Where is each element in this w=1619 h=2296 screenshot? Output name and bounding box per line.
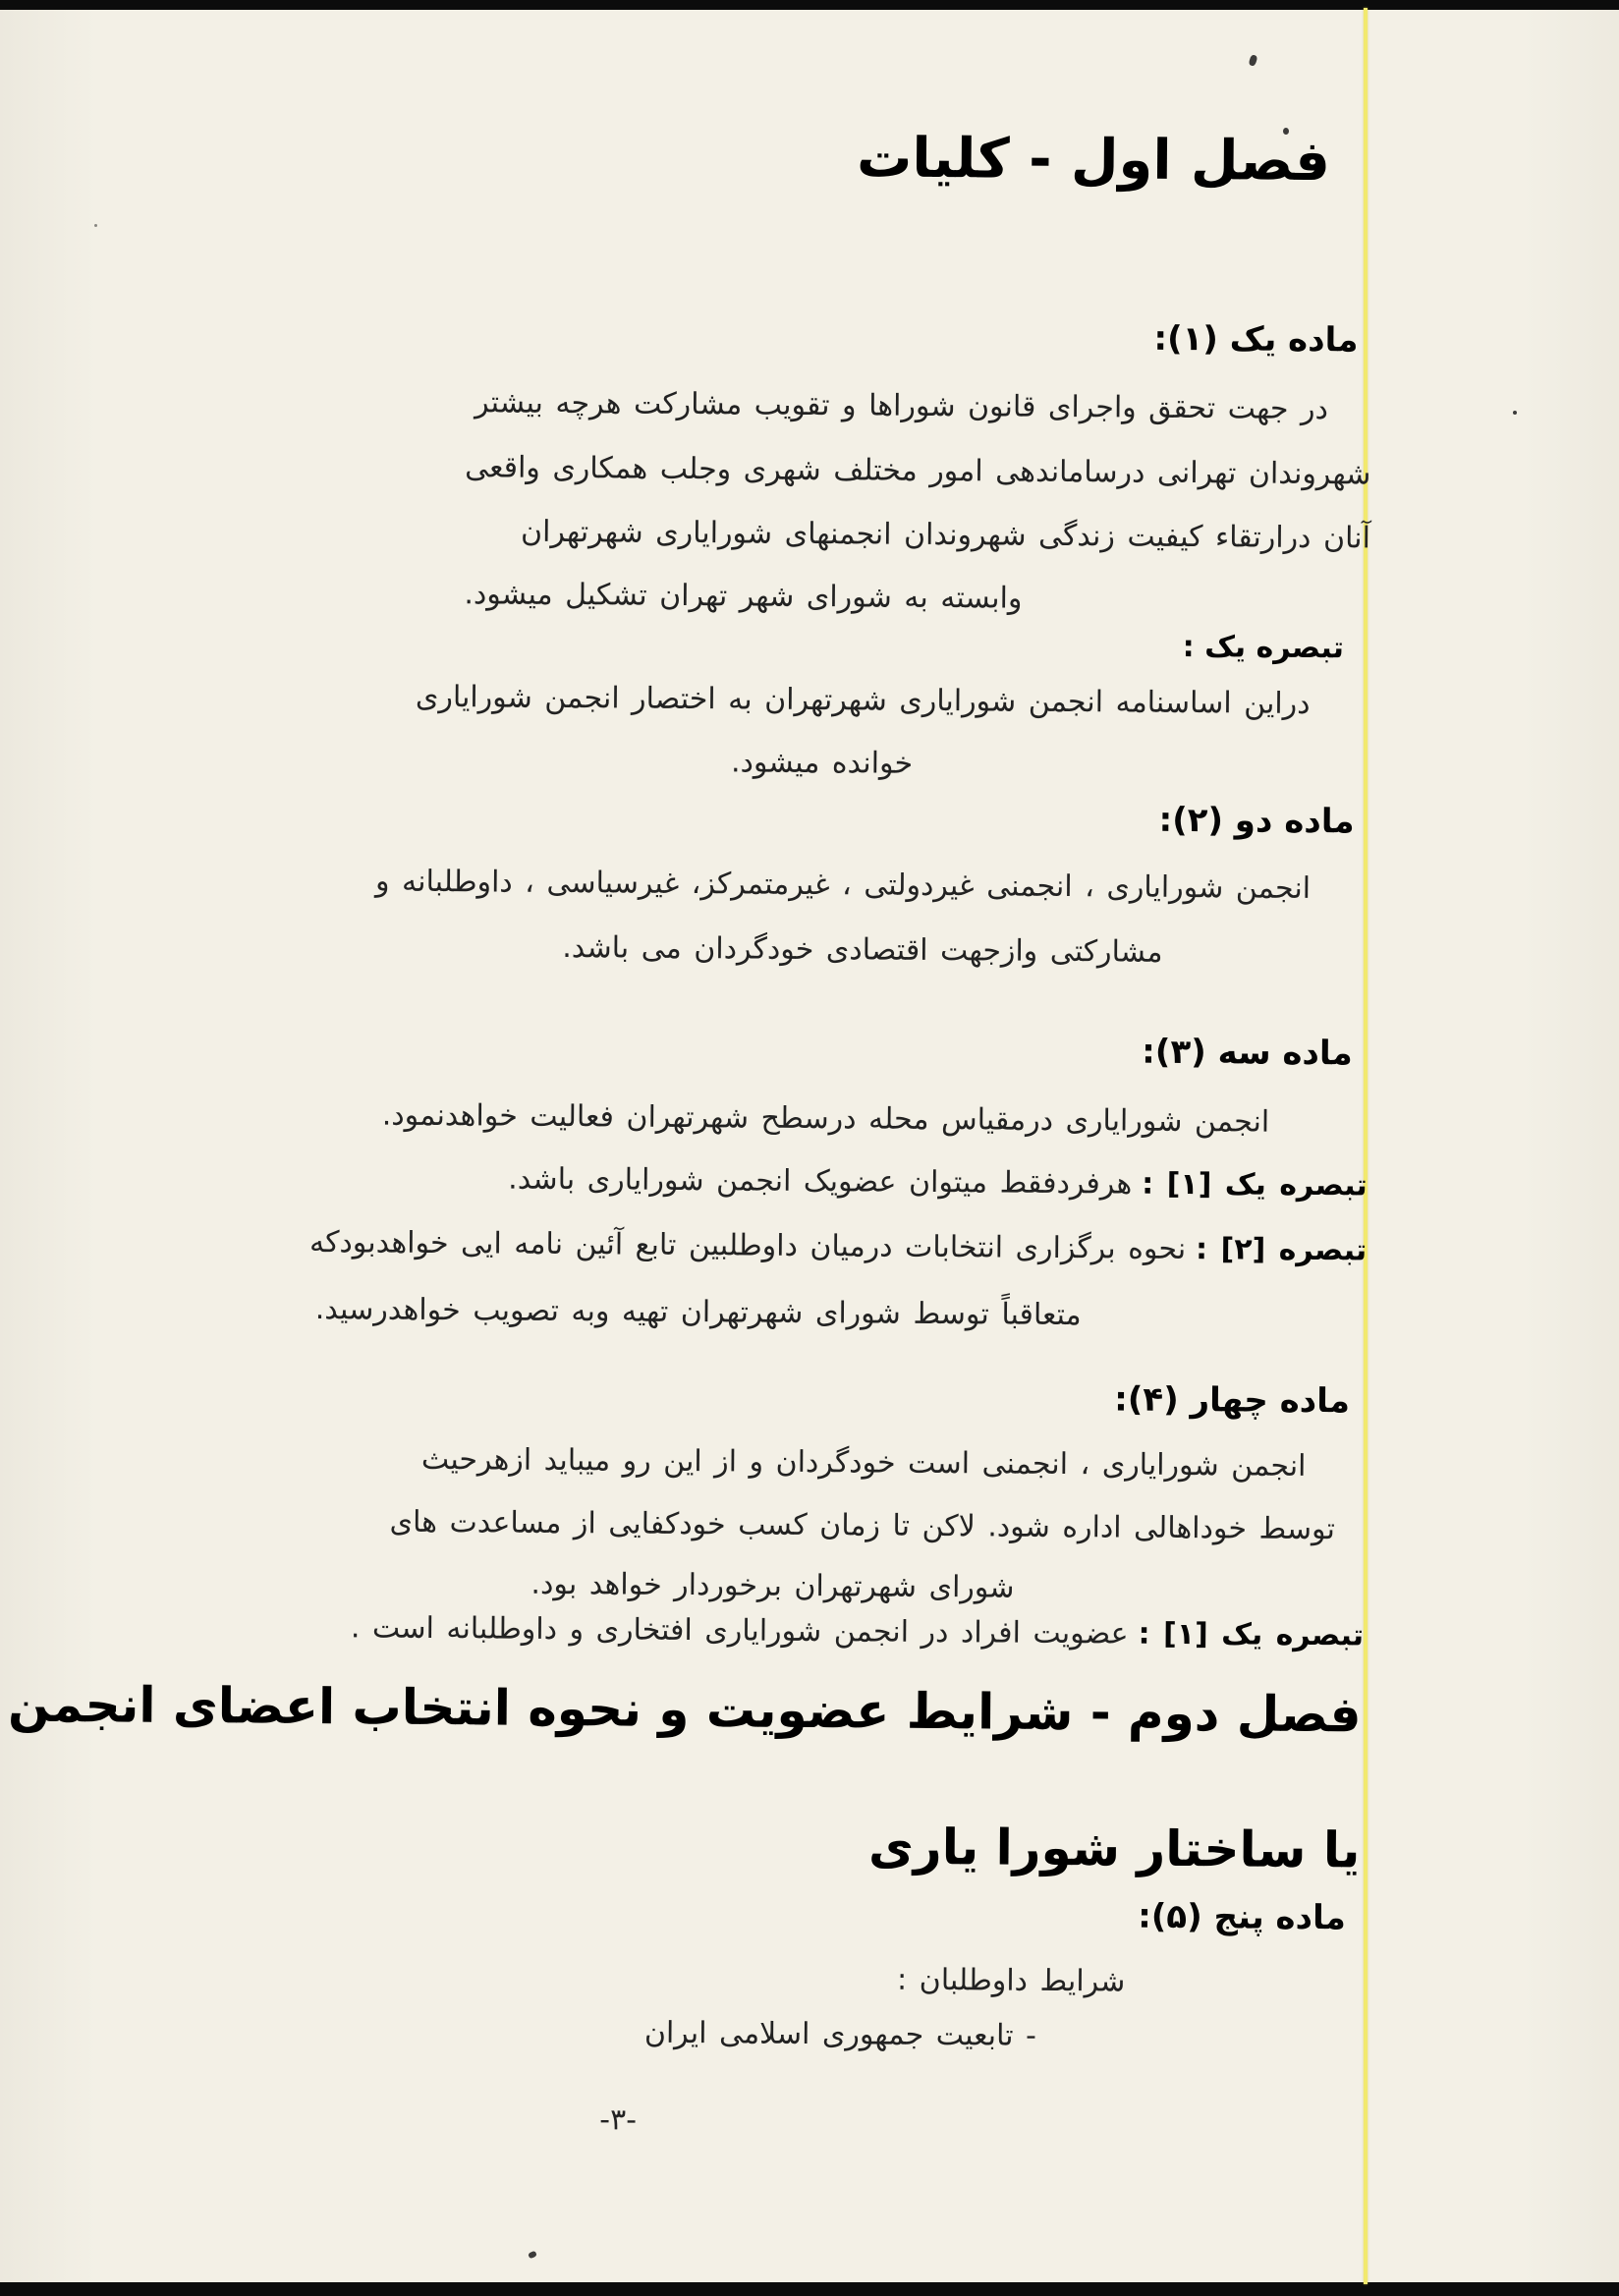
article-4-line-3: شورای شهرتهران برخوردار خواهد بود.: [530, 1566, 1015, 1605]
article-1-line-1: در جهت تحقق واجرای قانون شوراها و تقویب مشارکت هرچه بیشتر: [475, 385, 1329, 427]
article-5-condition-item: - تابعیت جمهوری اسلامی ایران: [643, 2015, 1037, 2053]
article-3-intro: انجمن شورایاری درمقیاس محله درسطح شهرتهران فعالیت خواهدنمود.: [381, 1097, 1270, 1140]
article-4-heading: ماده چهار (۴):: [1114, 1379, 1351, 1422]
note-1-line-1: دراین اساسنامه انجمن شورایاری شهرتهران به اختصار انجمن شورایاری: [415, 679, 1311, 721]
page-number: -۳-: [599, 2102, 638, 2138]
article-1-line-2: شهروندان تهرانی درساماندهی امور مختلف شهری وجلب همکاری واقعی: [465, 450, 1371, 492]
note-1-line-2: خوانده میشود.: [730, 745, 914, 781]
chapter-2-title-line-1: فصل دوم - شرایط عضویت و نحوه انتخاب اعضای انجمن: [7, 1675, 1362, 1744]
article-5-heading: ماده پنج (۵):: [1138, 1896, 1347, 1938]
article-4-line-2: توسط خوداهالی اداره شود. لاکن تا زمان کسب خودکفایی از مساعدت های: [389, 1504, 1336, 1547]
article-3-note-2-continuation: متعاقباً توسط شورای شهرتهران تهیه وبه تصویب خواهدرسید.: [314, 1292, 1082, 1333]
chapter-1-title: فصل اول - کلیات: [856, 126, 1331, 195]
article-1-line-3: آنان درارتقاء کیفیت زندگی شهروندان انجمنهای شورایاری شهرتهران: [520, 514, 1371, 556]
article-4-note: [351, 1609, 1365, 1654]
article-3-note-1: [508, 1161, 1368, 1204]
note-text: هرفردفقط میتوان عضویک انجمن شورایاری باشد.: [508, 1161, 1133, 1202]
chapter-2-title-line-2: یا ساختار شورا یاری: [867, 1818, 1361, 1879]
article-2-heading: ماده دو (۲):: [1158, 800, 1355, 842]
note-text: نحوه برگزاری انتخابات درمیان داوطلبین تابع آئین نامه ایی خواهدبودکه: [308, 1225, 1187, 1267]
note-lead: تبصره یک [۱] :: [1138, 1616, 1365, 1653]
article-4-line-1: انجمن شورایاری ، انجمنی است خودگردان و از این رو میباید ازهرحیث: [420, 1441, 1307, 1484]
article-2-line-1: انجمن شورایاری ، انجمنی غیردولتی ، غیرمتمرکز، غیرسیاسی ، داوطلبانه و: [374, 864, 1312, 906]
article-1-line-4: وابسته به شورای شهر تهران تشکیل میشود.: [464, 577, 1023, 616]
article-1-heading: ماده یک (۱):: [1153, 318, 1359, 361]
article-2-line-2: مشارکتی وازجهت اقتصادی خودگردان می باشد.: [562, 930, 1163, 970]
note-1-heading: تبصره یک :: [1182, 629, 1345, 666]
note-lead: تبصره یک [۱] :: [1142, 1166, 1368, 1204]
note-text: عضویت افراد در انجمن شورایاری افتخاری و داوطلبانه است .: [350, 1610, 1129, 1652]
article-3-note-2: [309, 1224, 1367, 1269]
note-lead: تبصره [۲] :: [1195, 1232, 1368, 1268]
article-5-condition-intro: شرایط داوطلبان :: [896, 1962, 1126, 1999]
article-3-heading: ماده سه (۳):: [1142, 1032, 1353, 1074]
